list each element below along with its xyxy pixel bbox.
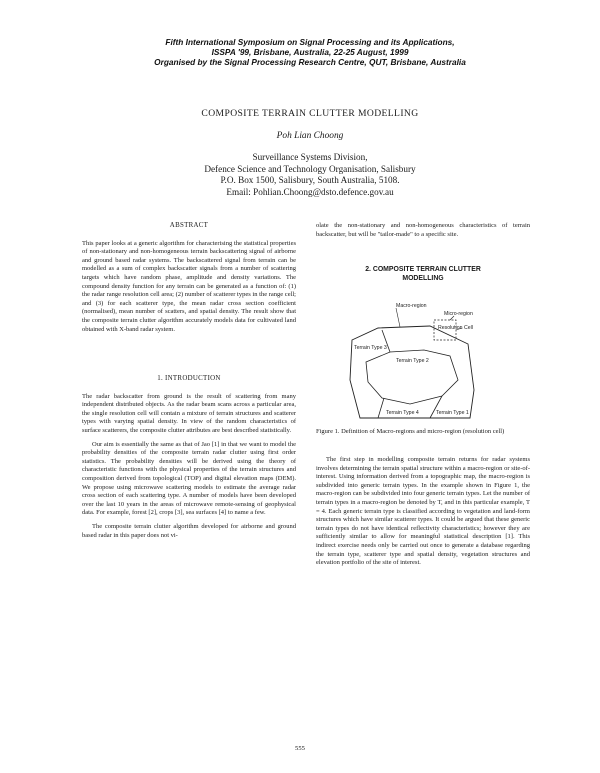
page-number: 555 [295, 745, 305, 752]
section-2-heading-line-2: MODELLING [402, 274, 444, 282]
resolution-cell-label: Resolution Cell [438, 325, 473, 331]
abstract-text: This paper looks at a generic algorithm for characterising the statistical properties of non-stationary and non-homogeneous terrain backscattering signal of airborne and ground based radar systems. The backscattered signal from terrain can be modelled as a sum of complex backscatter signals from a number of scattering targets which have random phase, amplitude and density variations. The compound density function for any terrain can be generated as a function of: (1) the radar range resolution cell area; (2) number of scatterer types in the range cell; and (3) for each scatterer type, the mean radar cross section coefficient (normalised), mean number of scatters, and spatial density. The result show that the composite terrain clutter algorithm accurately models data for cultivated land obtained with X-band radar system. [82, 239, 296, 333]
intro-paragraph-1: The radar backscatter from ground is the result of scattering from many independent distributed objects. As the radar beam scans across a particular area, the single resolution cell will contain a mixture of terrain structures and scatterer types with varying spatial density. In view of the random characteristics of surface scatterers, the composite clutter attributes are best described statistically. [82, 392, 296, 434]
right-column-continuation [316, 222, 530, 244]
affiliation-line-3: P.O. Box 1500, Salisbury, South Australia, 5108. [220, 175, 400, 185]
affiliation-line-2: Defence Science and Technology Organisation, Salisbury [204, 163, 416, 174]
section-2-body [316, 456, 530, 573]
figure-1-caption: Figure 1. Definition of Macro-regions and micro-region (resolution cell) [316, 428, 505, 435]
terrain-type-3-label: Terrain Type 3 [354, 345, 387, 351]
conference-line-3: Organised by the Signal Processing Research Centre, QUT, Brisbane, Australia [154, 57, 466, 67]
intro-paragraph-2: Our aim is essentially the same as that of Jao [1] in that we want to model the probability densities of the composite terrain radar clutter using first order statistics. The probability densities will be derived using the theory of characteristic functions with the physical properties of the terrain structures and composition derived from topological (TOP) and digital elevation maps (DEM). We propose using microwave scattering models to estimate the average radar cross section of each scattering type. A number of models have been developed over the last 10 years in the areas of microwave remote-sensing of geophysical data. For example, forest [2], crops [3], sea surfaces [4] to name a few. [82, 440, 296, 517]
author-name: Poh Lian Choong [276, 131, 344, 141]
conference-header [100, 37, 520, 67]
terrain-divider-left [378, 398, 384, 418]
abstract-section [82, 222, 296, 339]
intro-paragraph-3: The composite terrain clutter algorithm developed for airborne and ground based radar in this paper does not vi- [82, 522, 296, 539]
continuation-text: olate the non-stationary and non-homogeneous characteristics of terrain backscatter, but will be "tailor-made" to a specific site. [316, 222, 530, 238]
introduction-section [82, 375, 296, 545]
section-2-heading [316, 266, 530, 283]
affiliation [130, 152, 490, 198]
section-2-paragraph-1: The first step in modelling composite terrain returns for radar systems involves determining the terrain spatial structure within a macro-region or site-of-interest. Using information derived from a topographic map, the macro-region is subdivided into generic terrain types. In the example shown in Figure 1, the macro-region can be subdivided into four generic terrain types. Let the number of terrain types in a macro-region be denoted by T, and in this particular example, T = 4. Each generic terrain type is classified according to vegetation and land-form structures which have similar scatterer types. It could be argued that these generic terrain types do not have identical reflectivity characteristics; however they are sufficiently similar to allow for meaningful statistical description [1]. This indirect exercise needs only be carried out once to generate a database regarding the terrain type, scatterer type and spatial density, vegetation structures and elevation portfolio of the site of interest. [316, 456, 530, 567]
figure-1-diagram [338, 300, 498, 424]
paper-title: COMPOSITE TERRAIN CLUTTER MODELLING [201, 108, 419, 119]
macro-region-leader [396, 308, 400, 327]
macro-region-label: Macro-region [396, 303, 427, 309]
section-2-heading-line-1: 2. COMPOSITE TERRAIN CLUTTER [365, 266, 481, 273]
terrain-type-2-label: Terrain Type 2 [396, 358, 429, 364]
abstract-heading: ABSTRACT [169, 222, 209, 229]
author-email: Email: Pohlian.Choong@dsto.defence.gov.au [226, 186, 394, 197]
terrain-type-4-label: Terrain Type 4 [386, 410, 419, 416]
terrain-type-1-label: Terrain Type 1 [436, 410, 469, 416]
conference-line-2: ISSPA '99, Brisbane, Australia, 22-25 August, 1999 [211, 47, 409, 57]
conference-line-1: Fifth International Symposium on Signal Processing and its Applications, [165, 37, 455, 47]
micro-region-label: Micro-region [444, 311, 473, 317]
introduction-heading: 1. INTRODUCTION [157, 375, 221, 382]
affiliation-line-1: Surveillance Systems Division, [252, 152, 368, 162]
